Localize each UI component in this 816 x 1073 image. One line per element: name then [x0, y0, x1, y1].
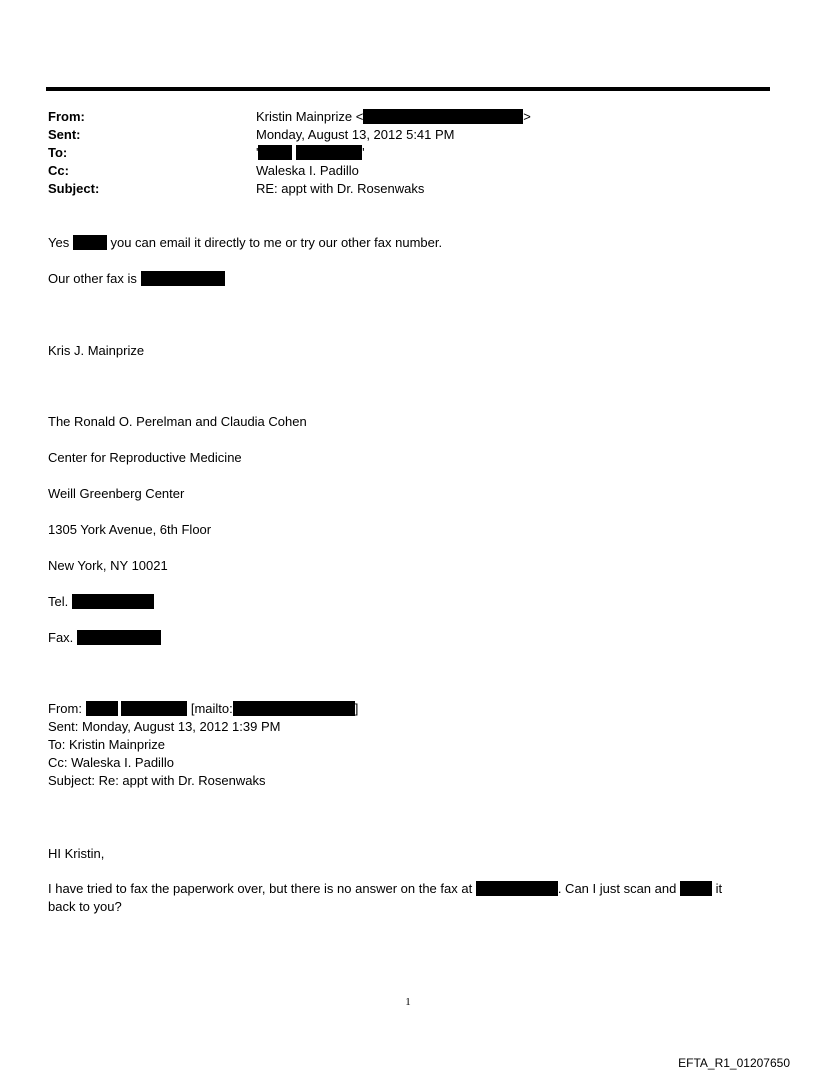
cc-label: Cc: — [48, 163, 69, 178]
body-text: . Can I just scan and — [557, 881, 677, 896]
redaction-bar — [476, 881, 558, 896]
tel-line — [48, 593, 154, 611]
page-number: 1 — [405, 996, 411, 1008]
redaction-bar — [680, 881, 712, 896]
redaction-bar — [363, 109, 523, 124]
header-rule — [46, 87, 770, 91]
body-line-2 — [48, 270, 225, 288]
redaction-bar — [86, 701, 118, 716]
address-line-1: The Ronald O. Perelman and Claudia Cohen — [48, 414, 307, 429]
body-text: I have tried to fax the paperwork over, but there is no answer on the fax at — [48, 881, 473, 896]
body-text: Our other fax is — [48, 271, 137, 286]
quoted-greeting: HI Kristin, — [48, 846, 105, 861]
tel-label: Tel. — [48, 594, 69, 609]
quoted-bracket: ] — [354, 701, 359, 716]
address-line-2: Center for Reproductive Medicine — [48, 450, 242, 465]
redaction-bar — [233, 701, 355, 716]
sent-label: Sent: — [48, 127, 81, 142]
fax-label: Fax. — [48, 630, 74, 645]
subject-value: RE: appt with Dr. Rosenwaks — [256, 181, 425, 196]
cc-value: Waleska I. Padillo — [256, 163, 359, 178]
redaction-bar — [121, 701, 187, 716]
to-open-quote: ' — [256, 145, 259, 160]
redaction-bar — [258, 145, 292, 160]
quoted-cc: Cc: Waleska I. Padillo — [48, 755, 174, 770]
body-text: it — [715, 881, 723, 896]
to-value — [256, 144, 365, 162]
redaction-bar — [72, 594, 154, 609]
address-line-5: New York, NY 10021 — [48, 558, 168, 573]
body-text: you can email it directly to me or try our other fax number. — [110, 235, 443, 250]
quoted-paragraph-line-2: back to you? — [48, 899, 122, 914]
redaction-bar — [141, 271, 225, 286]
quoted-subject: Subject: Re: appt with Dr. Rosenwaks — [48, 773, 266, 788]
quoted-sent: Sent: Monday, August 13, 2012 1:39 PM — [48, 719, 281, 734]
from-label: From: — [48, 109, 85, 124]
from-end: > — [523, 109, 531, 124]
quoted-mailto: [mailto: — [190, 701, 233, 716]
redaction-bar — [77, 630, 161, 645]
address-line-4: 1305 York Avenue, 6th Floor — [48, 522, 212, 537]
redaction-bar — [73, 235, 107, 250]
to-close-quote: ' — [362, 145, 365, 160]
sent-value: Monday, August 13, 2012 5:41 PM — [256, 127, 455, 142]
body-text: Yes — [48, 235, 70, 250]
quoted-from-label: From: — [48, 701, 82, 716]
redaction-bar — [296, 145, 365, 160]
subject-label: Subject: — [48, 181, 100, 196]
quoted-paragraph-line-1 — [48, 880, 722, 898]
to-label: To: — [48, 145, 68, 160]
from-value — [256, 108, 531, 126]
document-id: EFTA_R1_01207650 — [678, 1056, 790, 1070]
body-line-1 — [48, 234, 442, 252]
quoted-from-line — [48, 700, 358, 718]
fax-line — [48, 629, 161, 647]
address-line-3: Weill Greenberg Center — [48, 486, 185, 501]
quoted-to: To: Kristin Mainprize — [48, 737, 166, 752]
signature-name: Kris J. Mainprize — [48, 343, 145, 358]
from-name: Kristin Mainprize < — [256, 109, 364, 124]
